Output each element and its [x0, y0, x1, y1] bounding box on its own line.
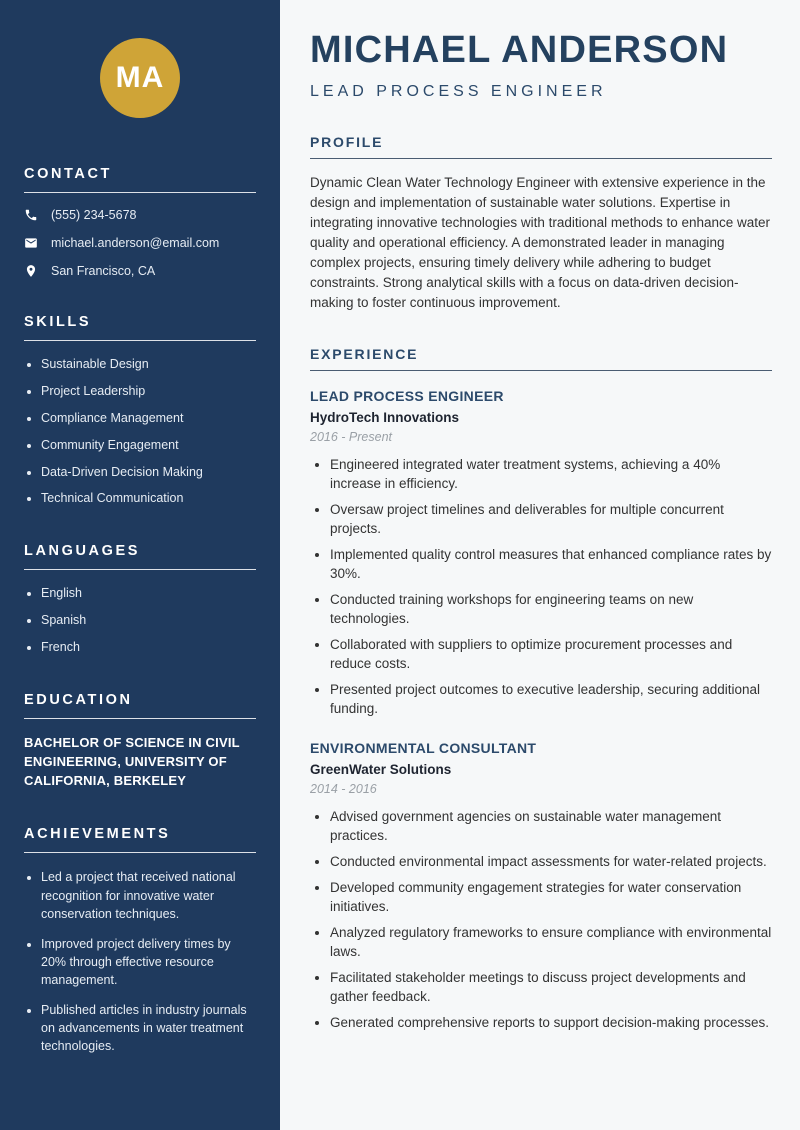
- contact-heading: CONTACT: [24, 166, 256, 193]
- education-degree: BACHELOR OF SCIENCE IN CIVIL ENGINEERING, UNIVERSITY OF CALIFORNIA, BERKELEY: [24, 734, 240, 788]
- job-bullet: • Collaborated with suppliers to optimize procurement processes and reduce costs.: [330, 635, 772, 673]
- experience-heading: EXPERIENCE: [310, 346, 772, 371]
- avatar-initials: MA: [115, 61, 165, 94]
- sidebar: [0, 0, 280, 1130]
- achievements-section: [24, 826, 256, 1055]
- languages-heading: LANGUAGES: [24, 543, 256, 570]
- job-bullet: • Conducted training workshops for engineering teams on new technologies.: [330, 590, 772, 628]
- job-bullet: • Facilitated stakeholder meetings to discuss project developments and gather feedback.: [330, 968, 772, 1006]
- job-bullet: • Advised government agencies on sustainable water management practices.: [330, 807, 772, 845]
- phone-icon: [24, 208, 38, 222]
- job-bullets: [310, 807, 772, 1032]
- avatar: [100, 38, 180, 118]
- contact-row-phone: [24, 208, 256, 222]
- languages-section: [24, 543, 256, 656]
- contact-row-email: [24, 236, 256, 250]
- job-bullet: • Engineered integrated water treatment systems, achieving a 40% increase in efficiency.: [330, 455, 772, 493]
- language-item: • French: [41, 639, 256, 656]
- contact-row-location: [24, 264, 256, 278]
- job-title: ENVIRONMENTAL CONSULTANT: [310, 739, 537, 756]
- job-bullet: • Presented project outcomes to executive leadership, securing additional funding.: [330, 680, 772, 718]
- profile-text: Dynamic Clean Water Technology Engineer with extensive experience in the design and implementation of sustainable water solutions. Expertise in integrating innovative technologies with traditional methods to enhance water quality and operational efficiency. A demonstrated leader in managing complex projects, ensuring timely delivery while adhering to budget constraints. Strong analytical skills with a focus on data-driven decision-making to foster continuous improvement.: [310, 174, 771, 310]
- education-section: [24, 692, 256, 791]
- job-bullet: • Implemented quality control measures that enhanced compliance rates by 30%.: [330, 545, 772, 583]
- job-bullet: • Conducted environmental impact assessments for water-related projects.: [330, 852, 772, 871]
- education-heading: EDUCATION: [24, 692, 256, 719]
- location-text: San Francisco, CA: [51, 264, 156, 278]
- skills-list: [24, 356, 256, 507]
- languages-list: [24, 585, 256, 656]
- skill-item: • Data-Driven Decision Making: [41, 464, 256, 481]
- profile-heading: PROFILE: [310, 134, 772, 159]
- main-content: [280, 0, 800, 1130]
- job-bullet: • Analyzed regulatory frameworks to ensure compliance with environmental laws.: [330, 923, 772, 961]
- job-entry: [310, 740, 772, 1032]
- job-bullet: • Oversaw project timelines and deliverables for multiple concurrent projects.: [330, 500, 772, 538]
- skill-item: • Sustainable Design: [41, 356, 256, 373]
- email-icon: [24, 236, 38, 250]
- job-bullets: [310, 455, 772, 718]
- skills-heading: SKILLS: [24, 314, 256, 341]
- phone-number: (555) 234-5678: [51, 208, 137, 222]
- skill-item: • Project Leadership: [41, 383, 256, 400]
- job-dates: 2014 - 2016: [310, 781, 377, 796]
- job-bullet: • Generated comprehensive reports to support decision-making processes.: [330, 1013, 772, 1032]
- job-company: GreenWater Solutions: [310, 761, 452, 777]
- skill-item: • Community Engagement: [41, 437, 256, 454]
- contact-section: [24, 166, 256, 278]
- page-title: MICHAEL ANDERSON: [310, 29, 729, 71]
- job-company: HydroTech Innovations: [310, 409, 460, 425]
- achievements-list: [24, 868, 256, 1055]
- achievement-item: • Led a project that received national recognition for innovative water conservation techniques.: [41, 868, 256, 922]
- achievements-heading: ACHIEVEMENTS: [24, 826, 256, 853]
- job-dates: 2016 - Present: [310, 429, 392, 444]
- location-icon: [24, 264, 38, 278]
- language-item: • English: [41, 585, 256, 602]
- experience-section: [310, 346, 772, 1032]
- skills-section: [24, 314, 256, 507]
- skill-item: • Compliance Management: [41, 410, 256, 427]
- language-item: • Spanish: [41, 612, 256, 629]
- profile-section: [310, 134, 772, 313]
- job-entry: [310, 388, 772, 718]
- job-bullet: • Developed community engagement strategies for water conservation initiatives.: [330, 878, 772, 916]
- email-address: michael.anderson@email.com: [51, 236, 220, 250]
- skill-item: • Technical Communication: [41, 490, 256, 507]
- professional-title: LEAD PROCESS ENGINEER: [310, 82, 607, 100]
- achievement-item: • Published articles in industry journals on advancements in water treatment technologies.: [41, 1001, 256, 1055]
- achievement-item: • Improved project delivery times by 20% through effective resource management.: [41, 935, 256, 989]
- job-title: LEAD PROCESS ENGINEER: [310, 387, 504, 404]
